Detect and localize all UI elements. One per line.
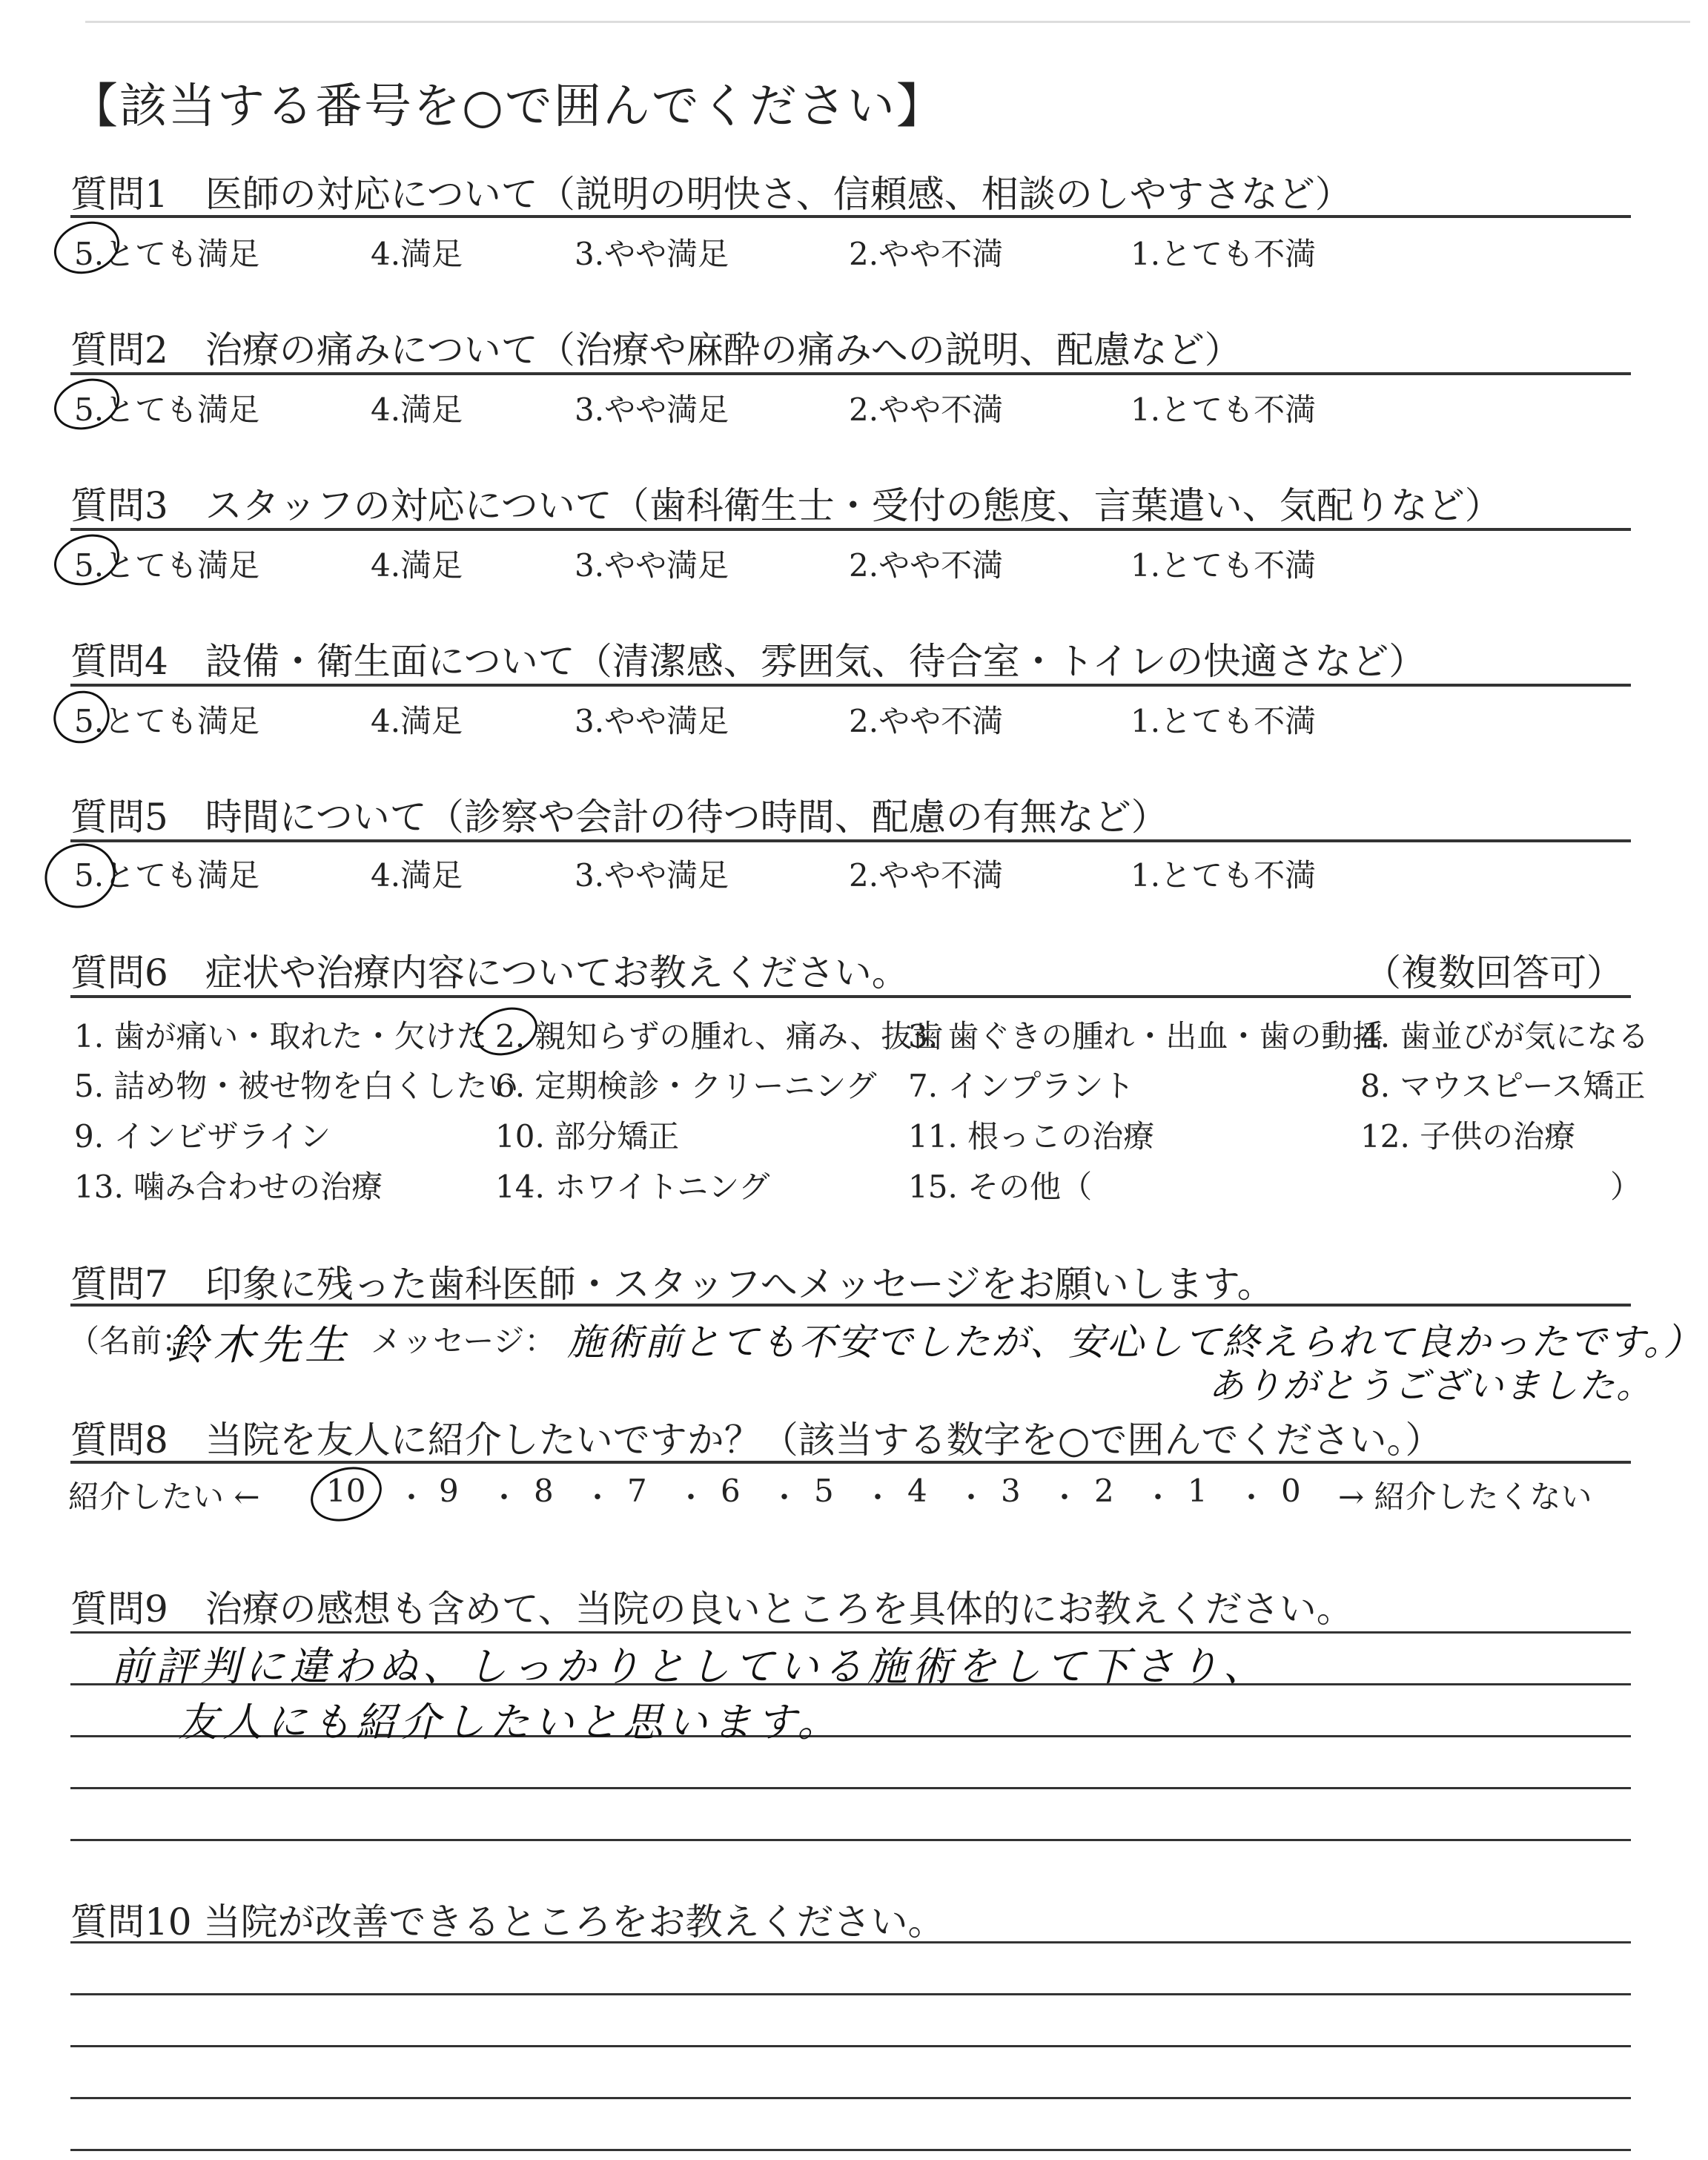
scale-dot: ・ [863, 1481, 893, 1515]
q6-other-close-paren: ） [1610, 1169, 1642, 1205]
q6-option-8[interactable]: 8. マウスピース矯正 [1360, 1068, 1646, 1104]
q4-option-2[interactable]: 2.やや不満 [849, 703, 1004, 739]
q10-answer-line-2 [70, 1993, 1631, 1995]
question-7-label: 質問7 印象に残った歯科医師・スタッフへメッセージをお願いします。 [70, 1263, 1274, 1306]
q8-scale-9[interactable]: 9 [439, 1473, 459, 1509]
q8-scale-2[interactable]: 2 [1094, 1473, 1114, 1509]
q8-scale-10[interactable]: 10 [326, 1473, 366, 1509]
q3-option-3[interactable]: 3.やや満足 [575, 547, 729, 584]
q2-option-4[interactable]: 4.満足 [371, 392, 463, 428]
question-4-label: 質問4 設備・衛生面について（清潔感、雰囲気、待合室・トイレの快適さなど） [70, 640, 1426, 683]
q3-option-2[interactable]: 2.やや不満 [849, 547, 1004, 584]
q1-option-1[interactable]: 1.とても不満 [1131, 236, 1317, 272]
question-8-rule [70, 1461, 1631, 1464]
q5-option-5[interactable]: 5.とても満足 [74, 857, 260, 894]
scale-dot: ・ [676, 1481, 706, 1515]
q6-option-10[interactable]: 10. 部分矯正 [495, 1118, 680, 1155]
q7-name-value[interactable]: 鈴木先生 [167, 1321, 351, 1370]
q6-option-4[interactable]: 4. 歯並びが気になる [1360, 1018, 1649, 1054]
q6-option-1[interactable]: 1. 歯が痛い・取れた・欠けた [74, 1018, 488, 1054]
q8-scale-4[interactable]: 4 [907, 1473, 927, 1509]
scale-dot: ・ [769, 1481, 799, 1515]
q6-option-14[interactable]: 14. ホワイトニング [495, 1169, 770, 1205]
scale-dot: ・ [489, 1481, 519, 1515]
q8-scale-3[interactable]: 3 [1001, 1473, 1021, 1509]
q3-option-5[interactable]: 5.とても満足 [74, 547, 260, 584]
q5-selected-circle [36, 834, 124, 916]
question-6-note: （複数回答可） [1364, 951, 1623, 994]
question-8-label: 質問8 当院を友人に紹介したいですか？（該当する数字を○で囲んでください。） [70, 1418, 1443, 1462]
q5-option-1[interactable]: 1.とても不満 [1131, 857, 1317, 894]
q5-option-3[interactable]: 3.やや満足 [575, 857, 729, 894]
q5-option-4[interactable]: 4.満足 [371, 857, 463, 894]
q6-option-13[interactable]: 13. 噛み合わせの治療 [74, 1169, 383, 1205]
q8-scale-7[interactable]: 7 [627, 1473, 647, 1509]
q1-option-2[interactable]: 2.やや不満 [849, 236, 1004, 272]
q8-scale-5[interactable]: 5 [814, 1473, 834, 1509]
question-1-label: 質問1 医師の対応について（説明の明快さ、信頼感、相談のしやすさなど） [70, 173, 1352, 216]
top-border [85, 21, 1690, 23]
q1-option-4[interactable]: 4.満足 [371, 236, 463, 272]
question-10-label: 質問10 当院が改善できるところをお教えください。 [70, 1900, 945, 1943]
question-2-rule [70, 372, 1631, 375]
q3-option-1[interactable]: 1.とても不満 [1131, 547, 1317, 584]
q6-option-9[interactable]: 9. インビザライン [74, 1118, 331, 1155]
q8-scale-6[interactable]: 6 [721, 1473, 741, 1509]
q4-option-4[interactable]: 4.満足 [371, 703, 463, 739]
scale-dot: ・ [1143, 1481, 1173, 1515]
scale-dot: ・ [1237, 1481, 1266, 1515]
question-3-label: 質問3 スタッフの対応について（歯科衛生士・受付の態度、言葉遣い、気配りなど） [70, 484, 1502, 527]
q6-option-15[interactable]: 15. その他（ [908, 1169, 1093, 1205]
q6-option-11[interactable]: 11. 根っこの治療 [908, 1118, 1155, 1155]
scale-dot: ・ [956, 1481, 986, 1515]
q9-answer-line-5 [70, 1839, 1631, 1841]
question-6-label: 質問6 症状や治療内容についてお教えください。 [70, 951, 909, 994]
q8-right-label: → 紹介したくない [1338, 1479, 1592, 1515]
q4-option-1[interactable]: 1.とても不満 [1131, 703, 1317, 739]
q2-option-2[interactable]: 2.やや不満 [849, 392, 1004, 428]
q7-message-line-1[interactable]: 施術前とても不安でしたが、安心して終えられて良かったです。） [567, 1321, 1702, 1364]
q10-answer-line-1 [70, 1941, 1631, 1943]
q8-left-label: 紹介したい ← [68, 1479, 260, 1515]
question-1-rule [70, 215, 1631, 218]
q4-option-5[interactable]: 5.とても満足 [74, 703, 260, 739]
q3-option-4[interactable]: 4.満足 [371, 547, 463, 584]
scale-dot: ・ [583, 1481, 612, 1515]
scale-dot: ・ [397, 1481, 426, 1515]
q10-answer-line-4 [70, 2097, 1631, 2099]
q4-option-3[interactable]: 3.やや満足 [575, 703, 729, 739]
question-6-rule [70, 995, 1631, 998]
q6-option-7[interactable]: 7. インプラント [908, 1068, 1135, 1104]
q6-option-12[interactable]: 12. 子供の治療 [1360, 1118, 1576, 1155]
question-5-rule [70, 839, 1631, 842]
q10-answer-line-5 [70, 2149, 1631, 2151]
q9-answer-line-1 [70, 1631, 1631, 1634]
q7-message-label: メッセージ： [371, 1323, 556, 1359]
q8-selected-circle [304, 1459, 389, 1530]
q7-message-line-2[interactable]: ありがとうございました。 [1208, 1365, 1654, 1407]
q2-option-3[interactable]: 3.やや満足 [575, 392, 729, 428]
q9-answer-text-1[interactable]: 前評判に違わぬ、しっかりとしている施術をして下さり、 [111, 1643, 1268, 1690]
q8-scale-8[interactable]: 8 [534, 1473, 554, 1509]
q2-option-1[interactable]: 1.とても不満 [1131, 392, 1317, 428]
q6-option-3[interactable]: 3. 歯ぐきの腫れ・出血・歯の動揺 [908, 1018, 1384, 1054]
question-9-label: 質問9 治療の感想も含めて、当院の良いところを具体的にお教えください。 [70, 1588, 1354, 1631]
question-4-rule [70, 684, 1631, 687]
q1-option-5[interactable]: 5.とても満足 [74, 236, 260, 272]
scale-dot: ・ [1050, 1481, 1079, 1515]
q2-option-5[interactable]: 5.とても満足 [74, 392, 260, 428]
q6-option-2[interactable]: 2. 親知らずの腫れ、痛み、抜歯 [495, 1018, 944, 1054]
question-5-label: 質問5 時間について（診察や会計の待つ時間、配慮の有無など） [70, 796, 1168, 839]
page-title: 【該当する番号を○で囲んでください】 [70, 79, 945, 134]
q9-answer-text-2[interactable]: 友人にも紹介したいと思います。 [178, 1699, 842, 1745]
q6-option-6[interactable]: 6. 定期検診・クリーニング [495, 1068, 877, 1104]
q1-option-3[interactable]: 3.やや満足 [575, 236, 729, 272]
q6-option-5[interactable]: 5. 詰め物・被せ物を白くしたい [74, 1068, 519, 1104]
question-3-rule [70, 528, 1631, 531]
question-2-label: 質問2 治療の痛みについて（治療や麻酔の痛みへの説明、配慮など） [70, 328, 1242, 371]
q5-option-2[interactable]: 2.やや不満 [849, 857, 1004, 894]
q8-scale-1[interactable]: 1 [1188, 1473, 1208, 1509]
q10-answer-line-3 [70, 2045, 1631, 2047]
question-7-rule [70, 1304, 1631, 1307]
q7-name-label: （名前： [68, 1323, 193, 1359]
q8-scale-0[interactable]: 0 [1281, 1473, 1301, 1509]
q9-answer-line-4 [70, 1787, 1631, 1789]
